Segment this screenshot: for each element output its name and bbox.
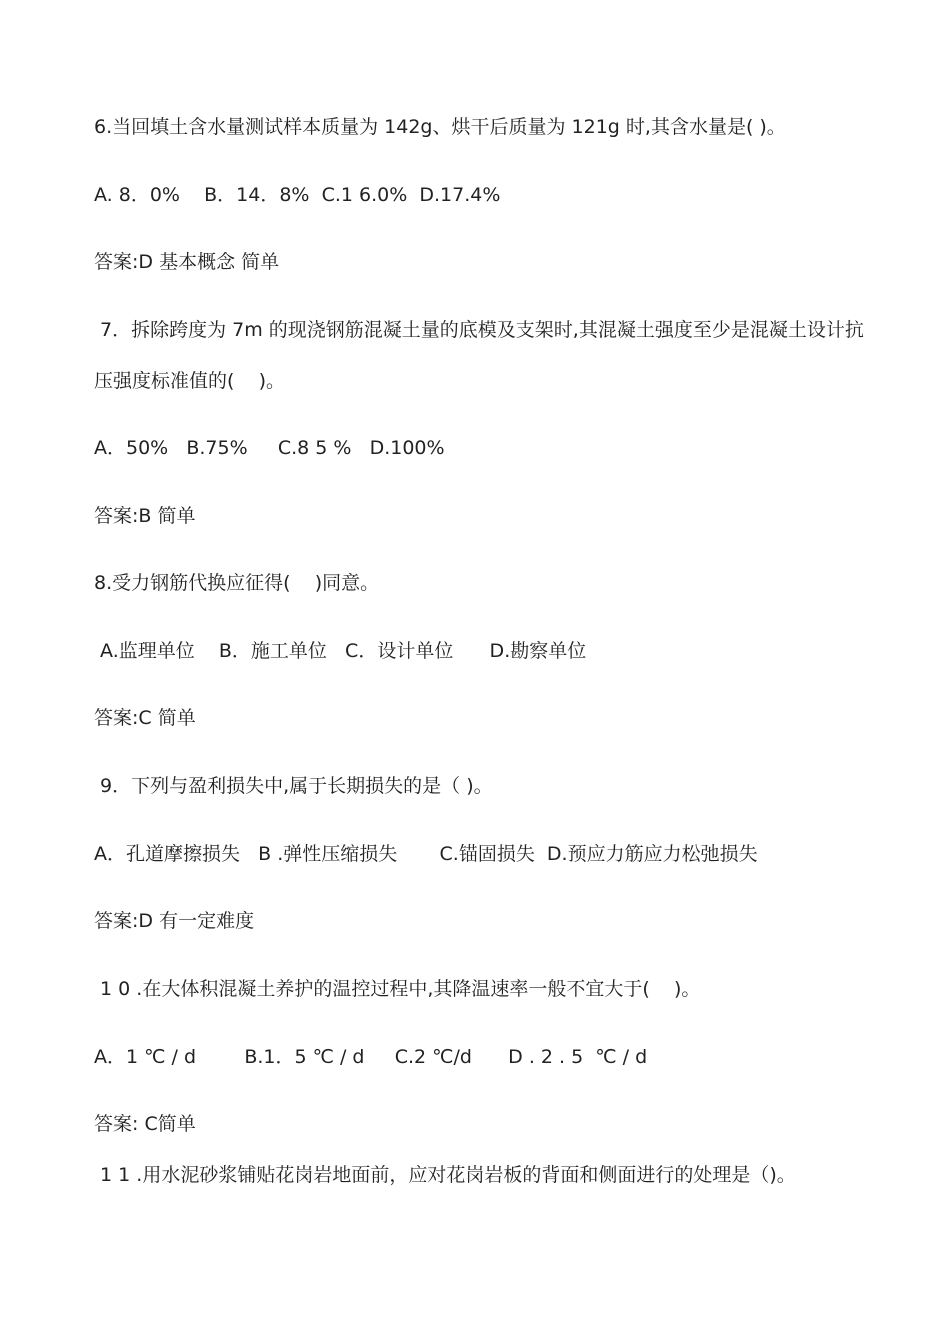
question-7-options: A．50% B.75% C.8 5 % D.100% <box>94 437 445 459</box>
question-7-text-continued: 压强度标准值的( )。 <box>94 370 285 392</box>
question-7-answer: 答案:B 简单 <box>94 505 196 527</box>
question-8-answer: 答案:C 简单 <box>94 707 196 729</box>
question-9-text: 9．下列与盈利损失中,属于长期损失的是（ )。 <box>94 775 493 797</box>
question-10-answer: 答案: C简单 <box>94 1113 196 1135</box>
question-8-options: A.监理单位 B．施工单位 C．设计单位 D.勘察单位 <box>94 640 587 662</box>
question-7-text: 7．拆除跨度为 7m 的现浇钢筋混凝土量的底模及支架时,其混凝土强度至少是混凝土设计抗 <box>94 319 864 341</box>
question-10-text: 1 0 .在大体积混凝土养护的温控过程中,其降温速率一般不宜大于( )。 <box>94 978 701 1000</box>
question-6-options: A. 8．0% B．14．8% C.1 6.0% D.17.4% <box>94 184 501 206</box>
question-6-answer: 答案:D 基本概念 简单 <box>94 251 280 273</box>
question-8-text: 8.受力钢筋代换应征得( )同意。 <box>94 572 380 594</box>
question-11-text: 1 1 .用水泥砂浆铺贴花岗岩地面前，应对花岗岩板的背面和侧面进行的处理是（)。 <box>94 1164 796 1186</box>
question-10-options: A．1 ℃ / d B.1．5 ℃ / d C.2 ℃/d D . 2 . 5 ℃ / d <box>94 1046 648 1068</box>
question-6-text: 6.当回填土含水量测试样本质量为 142g、烘干后质量为 121g 时,其含水量是( )。 <box>94 116 786 138</box>
question-9-options: A．孔道摩擦损失 B .弹性压缩损失 C.锚固损失 D.预应力筋应力松弛损失 <box>94 843 758 865</box>
question-9-answer: 答案:D 有一定难度 <box>94 910 255 932</box>
